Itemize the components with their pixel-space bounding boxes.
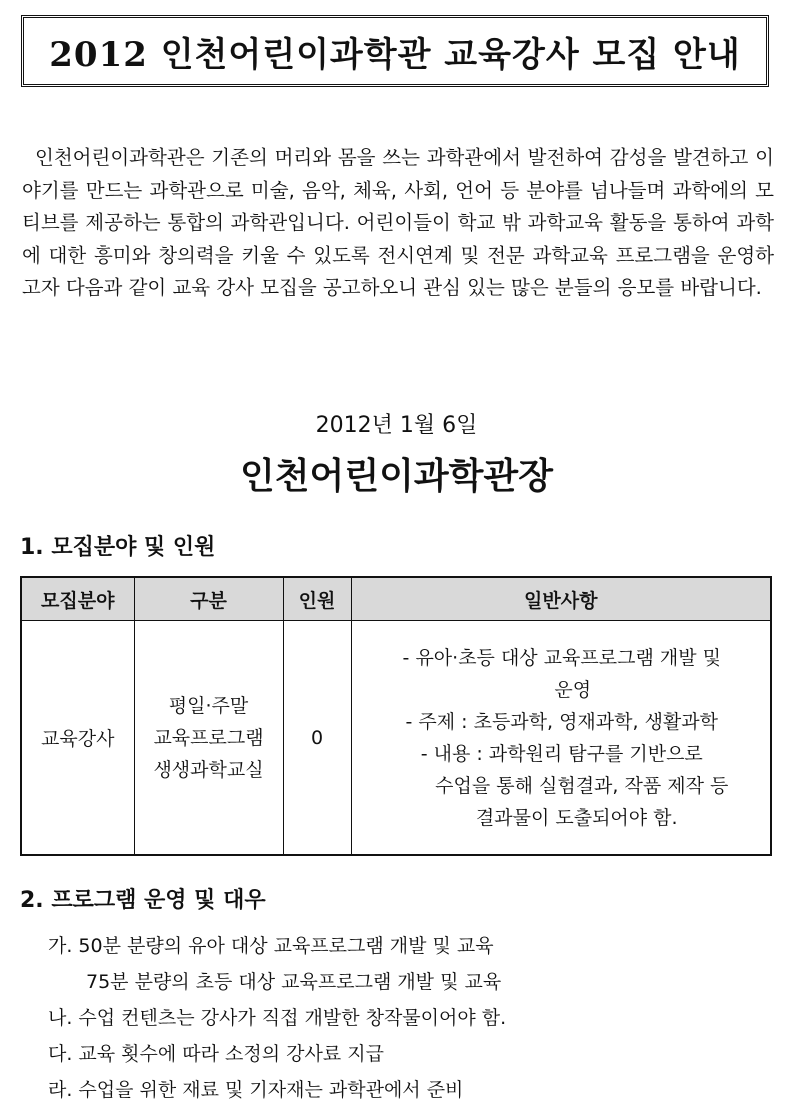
count-cell: 0 bbox=[283, 621, 351, 856]
table-row bbox=[21, 621, 771, 856]
announcement-date: 2012년 1월 6일 bbox=[315, 413, 478, 438]
signer-title: 인천어린이과학관장 bbox=[240, 455, 553, 497]
list-item: 라. 수업을 위한 재료 및 기자재는 과학관에서 준비 bbox=[48, 1079, 464, 1101]
details-cell bbox=[351, 621, 771, 856]
table-header-field: 모집분야 bbox=[21, 577, 134, 621]
detail-line: 결과물이 도출되어야 함. bbox=[475, 806, 678, 829]
detail-line: - 유아·초등 대상 교육프로그램 개발 및 bbox=[402, 646, 721, 669]
list-item: 75분 분량의 초등 대상 교육프로그램 개발 및 교육 bbox=[86, 971, 502, 993]
table-header-count: 인원 bbox=[283, 577, 351, 621]
detail-line: 수업을 통해 실험결과, 작품 제작 등 bbox=[435, 774, 729, 797]
list-item: 다. 교육 횟수에 따라 소정의 강사료 지급 bbox=[48, 1043, 384, 1065]
field-cell: 교육강사 bbox=[21, 621, 134, 856]
section2-heading: 2. 프로그램 운영 및 대우 bbox=[20, 888, 266, 913]
page-title: 2012 인천어린이과학관 교육강사 모집 안내 bbox=[49, 34, 741, 75]
table-header-category: 구분 bbox=[134, 577, 283, 621]
intro-paragraph: 인천어린이과학관은 기존의 머리와 몸을 쓰는 과학관에서 발전하여 감성을 발견하고 이야기를 만드는 과학관으로 미술, 음악, 체육, 사회, 언어 등 분야를 넘나들며 과학에의 모티브를 제공하는 통합의 과학관입니다. 어린이들이 학교 밖 과학교육 활동을 통하여 과학에 대한 흥미와 창의력을 키울 수 있도록 전시연계 및 전문 과학교육 프로그램을 운영하고자 다음과 같이 교육 강사 모집을 공고하오니 관심 있는 많은 분들의 응모를 바랍니다. bbox=[22, 146, 774, 299]
category-cell bbox=[134, 621, 283, 856]
category-line: 평일·주말 bbox=[168, 694, 249, 717]
section1-heading: 1. 모집분야 및 인원 bbox=[20, 535, 216, 560]
table-header-details: 일반사항 bbox=[351, 577, 771, 621]
detail-line: - 내용 : 과학원리 탐구를 기반으로 bbox=[420, 742, 703, 765]
title-box bbox=[21, 15, 769, 87]
category-line: 생생과학교실 bbox=[153, 758, 264, 781]
list-item: 가. 50분 분량의 유아 대상 교육프로그램 개발 및 교육 bbox=[48, 935, 494, 957]
detail-line: - 주제 : 초등과학, 영재과학, 생활과학 bbox=[405, 710, 718, 733]
detail-line: 운영 bbox=[554, 678, 592, 701]
list-item: 나. 수업 컨텐츠는 강사가 직접 개발한 창작물이어야 함. bbox=[48, 1007, 507, 1029]
category-line: 교육프로그램 bbox=[153, 726, 264, 749]
recruitment-table bbox=[20, 576, 772, 856]
program-list bbox=[48, 928, 768, 1108]
table-header-row bbox=[21, 577, 771, 621]
